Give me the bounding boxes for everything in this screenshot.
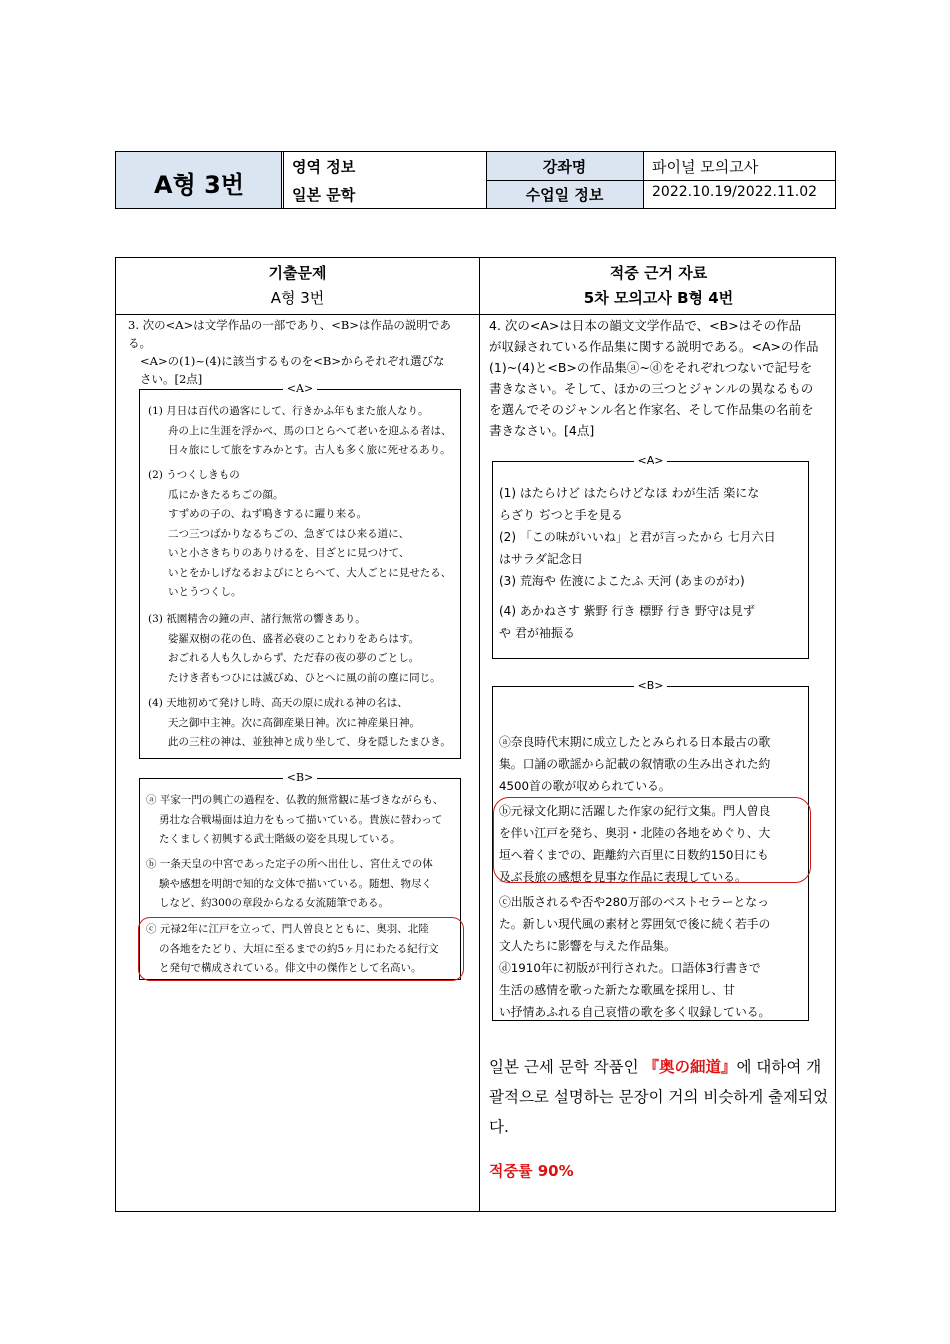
right-highlight-oval — [493, 797, 811, 883]
date-value: 2022.10.19/2022.11.02 — [652, 184, 818, 200]
right-question-line: 書きなさい。[4点] — [489, 423, 595, 438]
summary-title: 『奥の細道』 — [643, 1058, 737, 1076]
line: (1) はたらけど はたらけどなほ わが生活 楽にな — [499, 486, 760, 500]
line: ⓓ1910年に初版が刊行された。口語体3行書きで — [499, 961, 761, 975]
page-title: A형 3번 — [154, 171, 244, 199]
summary-pre: 일본 근세 문학 작품인 — [489, 1058, 644, 1076]
right-question-line: (1)~(4)と<B>の作品集ⓐ~ⓓをそれぞれつないで記号を — [489, 360, 813, 375]
right-box-a-lines — [499, 482, 776, 644]
line: ⓑ元禄文化期に活躍した作家の紀行文集。門人曽良 — [499, 804, 771, 818]
right-box-a-title-text: <A> — [634, 454, 668, 467]
line: たけき者もつひには滅びぬ、ひとへに風の前の塵に同じ。 — [168, 671, 441, 684]
line: ⓒ出版されるや否や280万部のベストセラーとなっ — [499, 895, 769, 909]
hit-rate: 적중률 90% — [489, 1162, 574, 1180]
area-value: 일본 문학 — [292, 186, 356, 204]
line: 娑羅双樹の花の色、盛者必衰のことわりをあらはす。 — [168, 632, 420, 645]
right-column-header — [480, 261, 837, 311]
summary-text — [489, 1052, 829, 1142]
left-head-title: 기출문제 — [268, 264, 327, 282]
left-question-line: さい。[2点] — [140, 372, 203, 386]
header-table — [115, 151, 836, 209]
line: すずめの子の、ねず鳴きするに躍り来る。 — [168, 508, 368, 520]
line: ⓒ 元禄2年に江戸を立って、門人曽良とともに、奥羽、北陸 — [146, 923, 429, 935]
line: ⓐ 平家一門の興亡の過程を、仏教的無常観に基づきながらも、 — [146, 794, 444, 806]
line: (2) うつくしきもの — [148, 469, 240, 481]
line: (4) 天地初めて発けし時、高天の原に成れる神の名は、 — [148, 697, 408, 709]
line: たくましく初興する武士階級の姿を具現している。 — [159, 833, 401, 845]
right-head-title: 적중 근거 자료 — [609, 264, 708, 282]
line: いとうつくし。 — [168, 586, 242, 598]
course-label: 강좌명 — [542, 158, 587, 176]
line: 二つ三つばかりなるちごの、急ぎてはひ来る道に、 — [168, 527, 410, 540]
left-box-b-title — [140, 772, 460, 784]
area-label: 영역 정보 — [292, 158, 356, 176]
left-b-item-a — [146, 791, 443, 850]
left-question — [128, 316, 473, 388]
date-label: 수업일 정보 — [525, 186, 604, 204]
line: の各地をたどり、大垣に至るまでの約5ヶ月にわたる紀行文 — [159, 942, 439, 955]
right-question-line: が収録されている作品集に関する説明である。<A>の作品 — [489, 339, 819, 354]
line: 舟の上に生涯を浮かべ、馬の口とらへて老いを迎ふる者は、 — [168, 424, 452, 437]
line: 集。口誦の歌謡から記載の叙情歌の生み出された約 — [499, 757, 771, 771]
line: 験や感想を明朗で知的な文体で描いている。随想、物尽く — [159, 877, 432, 890]
line: ⓑ 一条天皇の中宮であった定子の所へ出仕し、宮仕えでの体 — [146, 858, 433, 870]
line: いとをかしげなるおよびにとらへて、大人ごとに見せたる、 — [168, 566, 452, 579]
line: 此の三柱の神は、並独神と成り坐して、身を隠したまひき。 — [168, 736, 451, 748]
left-question-line: <A>の(1)~(4)に該当するものを<B>からそれぞれ選びな — [140, 354, 445, 368]
line: 及ぶ長旅の感想を見事な作品に表現している。 — [499, 870, 747, 884]
left-b-item-b — [146, 855, 433, 914]
left-head-sub: A형 3번 — [270, 289, 325, 307]
course-value: 파이널 모의고사 — [652, 158, 759, 176]
right-head-sub: 5차 모의고사 B형 4번 — [583, 289, 734, 307]
line: た。新しい現代風の素材と雰囲気で後に続く若手の — [499, 917, 771, 931]
line: を伴い江戸を発ち、奥羽・北陸の各地をめぐり、大 — [499, 826, 771, 840]
line: い抒情あふれる自己哀惜の歌を多く収録している。 — [499, 1005, 771, 1019]
line: 瓜にかきたるちごの顔。 — [168, 488, 284, 501]
line: 4500首の歌が収められている。 — [499, 779, 671, 793]
line: (3) 祇園精舎の鐘の声、諸行無常の響きあり。 — [148, 613, 366, 625]
line: と発句で構成されている。俳文中の傑作として名高い。 — [159, 962, 422, 974]
line: (1) 月日は百代の過客にして、行きかふ年もまた旅人なり。 — [148, 405, 429, 417]
line: はサラダ記念日 — [499, 552, 583, 566]
left-a-item-1 — [148, 402, 452, 461]
line: や 君が袖振る — [499, 626, 575, 640]
line: いと小さきちりのありけるを、目ざとに見つけて、 — [168, 547, 410, 559]
line: おごれる人も久しからず、ただ春の夜の夢のごとし。 — [168, 652, 420, 664]
right-box-a — [492, 462, 809, 659]
left-box-b-title-text: <B> — [283, 771, 318, 784]
right-box-b-title-text: <B> — [634, 679, 668, 692]
right-question — [489, 315, 819, 441]
left-box-a — [139, 382, 461, 759]
left-column-header — [116, 261, 479, 311]
line: 生活の感情を歌った新たな歌風を採用し、甘 — [499, 983, 735, 997]
right-question-line: 書きなさい。そして、ほかの三つとジャンルの異なるもの — [489, 381, 814, 396]
line: 天之御中主神。次に高御産巣日神。次に神産巣日神。 — [168, 716, 420, 729]
left-question-line: 3. 次の<A>は文学作品の一部であり、<B>は作品の説明である。 — [128, 318, 451, 350]
line: しなど、約300の章段からなる女流随筆である。 — [159, 897, 390, 909]
line: 文人たちに影響を与えた作品集。 — [499, 939, 676, 953]
line: らざり ぢつと手を見る — [499, 508, 623, 522]
right-question-line: を選んでそのジャンル名と作家名、そして作品集の名前を — [489, 402, 814, 417]
line: 垣へ着くまでの、距離約六百里に日数約150日にも — [499, 848, 769, 862]
line: (2) 「この味がいいね」と君が言ったから 七月六日 — [499, 530, 776, 544]
left-a-item-2 — [148, 466, 451, 603]
left-highlight-oval — [138, 917, 464, 981]
right-question-line: 4. 次の<A>は日本の韻文文学作品で、<B>はその作品 — [489, 318, 802, 333]
line: ⓐ奈良時代末期に成立したとみられる日本最古の歌 — [499, 735, 771, 749]
line: (3) 荒海や 佐渡によこたふ 天河 (あまのがわ) — [499, 574, 745, 588]
left-box-a-title — [140, 383, 460, 395]
left-box-a-title-text: <A> — [283, 382, 317, 395]
line: 勇壮な合戦場面は迫力をもって描いている。貴族に替わって — [159, 813, 443, 826]
line: 日々旅にして旅をすみかとす。古人も多く旅に死せるあり。 — [168, 444, 451, 456]
left-a-item-4 — [148, 694, 451, 753]
line: (4) あかねさす 紫野 行き 標野 行き 野守は見ず — [499, 604, 755, 618]
summary-post: 에 대하여 개괄적으로 설명하는 문장이 거의 비슷하게 출제되었다. — [489, 1058, 829, 1136]
left-a-item-3 — [148, 610, 441, 688]
